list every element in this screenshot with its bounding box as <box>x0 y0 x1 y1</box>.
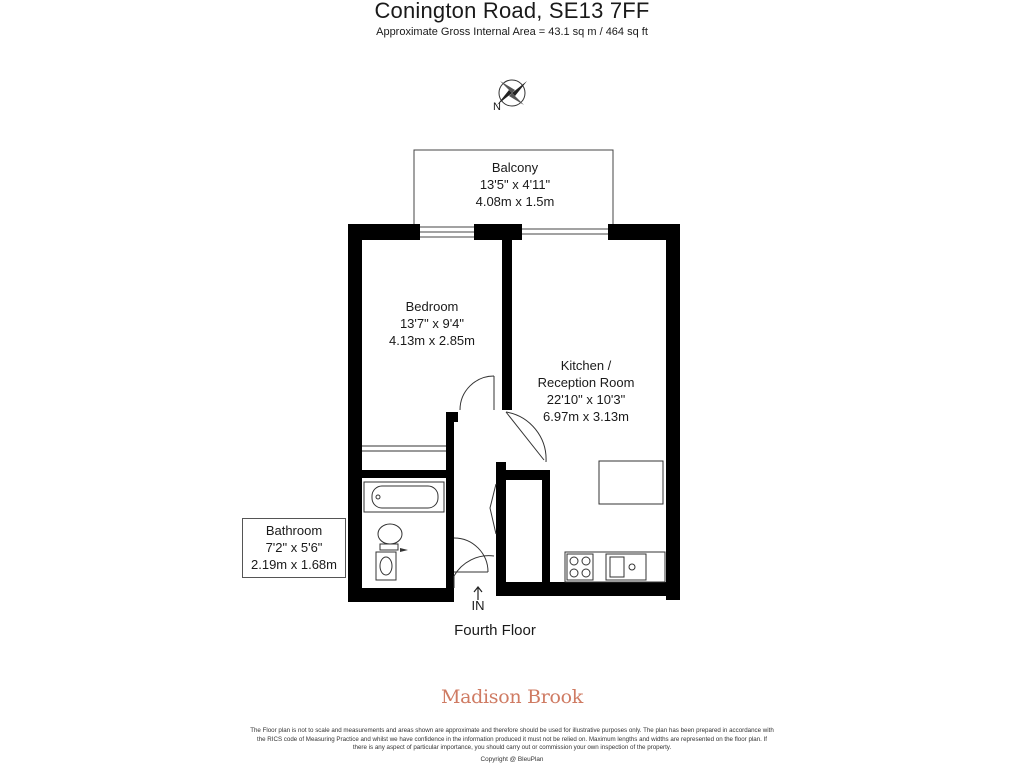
towel-rail-icon <box>400 548 408 552</box>
toilet <box>378 524 402 550</box>
balcony-label <box>445 159 585 210</box>
brand-logo: Madison Brook <box>440 686 584 708</box>
hob-icon <box>567 554 593 580</box>
bathroom-imperial: 7'2" x 5'6" <box>265 540 323 555</box>
kitchen-metric: 6.97m x 3.13m <box>543 409 629 424</box>
bathroom-metric: 2.19m x 1.68m <box>251 557 337 572</box>
balcony-name: Balcony <box>491 160 539 175</box>
basin <box>376 552 396 580</box>
compass-north-label: N <box>493 101 501 113</box>
disclaimer-line-1: The Floor plan is not to scale and measurements and areas shown are approximate and therefore should be used for illustrative purposes only. The plan has been prepared in accordance with <box>250 727 774 734</box>
disclaimer-line-3: there is any aspect of particular importance, you should carry out or commission your own inspection of the property. <box>352 744 672 752</box>
disclaimer <box>222 727 802 753</box>
copyright: Copyright @ BleuPlan <box>480 756 544 763</box>
floor-label: Fourth Floor <box>454 622 536 639</box>
sink-icon <box>606 554 646 580</box>
bedroom-imperial: 13'7" x 9'4" <box>399 316 465 331</box>
entrance-label: IN <box>471 598 485 613</box>
bathroom-label <box>242 522 346 573</box>
bedroom-name: Bedroom <box>405 299 459 314</box>
kitchen-reception-label <box>516 357 656 425</box>
balcony-imperial: 13'5" x 4'11" <box>479 177 551 192</box>
kitchen-name-line2: Reception Room <box>537 375 635 390</box>
gross-internal-area: Approximate Gross Internal Area = 43.1 sq m / 464 sq ft <box>376 26 648 38</box>
kitchen-counter <box>565 461 665 582</box>
bedroom-metric: 4.13m x 2.85m <box>389 333 475 348</box>
bath-tub <box>364 482 444 512</box>
compass-icon <box>497 80 527 106</box>
balcony-metric: 4.08m x 1.5m <box>475 194 555 209</box>
kitchen-imperial: 22'10" x 10'3" <box>546 392 626 407</box>
bathroom-name: Bathroom <box>265 523 323 538</box>
disclaimer-line-2: the RICS code of Measuring Practice and whilst we have confidence in the information produced it must not be relied on. Maximum lengths and widths are represented on the floor plan. If <box>256 735 768 743</box>
kitchen-name-line1: Kitchen / <box>560 358 612 373</box>
bedroom-label <box>362 298 502 349</box>
property-title: Conington Road, SE13 7FF <box>374 0 650 23</box>
